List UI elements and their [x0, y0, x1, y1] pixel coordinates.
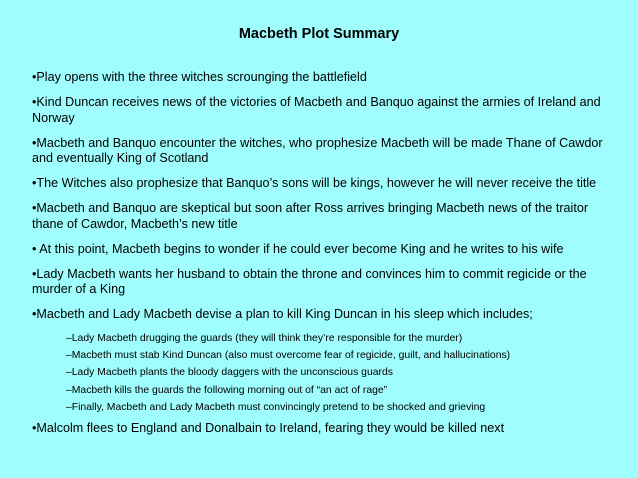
sub-bullet-list: [66, 332, 610, 414]
bullet-item: •The Witches also prophesize that Banquo’s sons will be kings, however he will never receive the title: [32, 176, 597, 190]
bullet-list: [32, 70, 610, 446]
slide-title: Macbeth Plot Summary: [238, 26, 400, 42]
bullet-item: •Macbeth and Lady Macbeth devise a plan to kill King Duncan in his sleep which includes;: [32, 307, 533, 321]
sub-bullet-item: –Macbeth must stab Kind Duncan (also must overcome fear of regicide, guilt, and hallucinations): [66, 350, 511, 362]
sub-bullet-item: –Lady Macbeth plants the bloody daggers with the unconscious guards: [66, 367, 393, 379]
sub-bullet-item: –Finally, Macbeth and Lady Macbeth must convincingly pretend to be shocked and grieving: [66, 401, 486, 413]
bullet-item: •Macbeth and Banquo encounter the witches, who prophesize Macbeth will be made Thane of Cawdor and eventually King of Scotland: [32, 135, 603, 165]
bullet-item-final: •Malcolm flees to England and Donalbain to Ireland, fearing they would be killed next: [32, 421, 505, 436]
bullet-item: •Lady Macbeth wants her husband to obtain the throne and convinces him to commit regicide or the murder of a King: [32, 266, 587, 296]
sub-bullet-item: –Macbeth kills the guards the following morning out of “an act of rage”: [66, 384, 388, 396]
bullet-item: •Macbeth and Banquo are skeptical but soon after Ross arrives bringing Macbeth news of the traitor thane of Cawdor, Macbeth’s new title: [32, 201, 589, 231]
bullet-item: • At this point, Macbeth begins to wonder if he could ever become King and he writes to his wife: [32, 241, 564, 256]
bullet-item: •Kind Duncan receives news of the victories of Macbeth and Banquo against the armies of Ireland and Norway: [32, 95, 601, 125]
sub-bullet-item: –Lady Macbeth drugging the guards (they will think they’re responsible for the murder): [66, 333, 463, 344]
bullet-item: •Play opens with the three witches scrounging the battlefield: [32, 70, 367, 84]
